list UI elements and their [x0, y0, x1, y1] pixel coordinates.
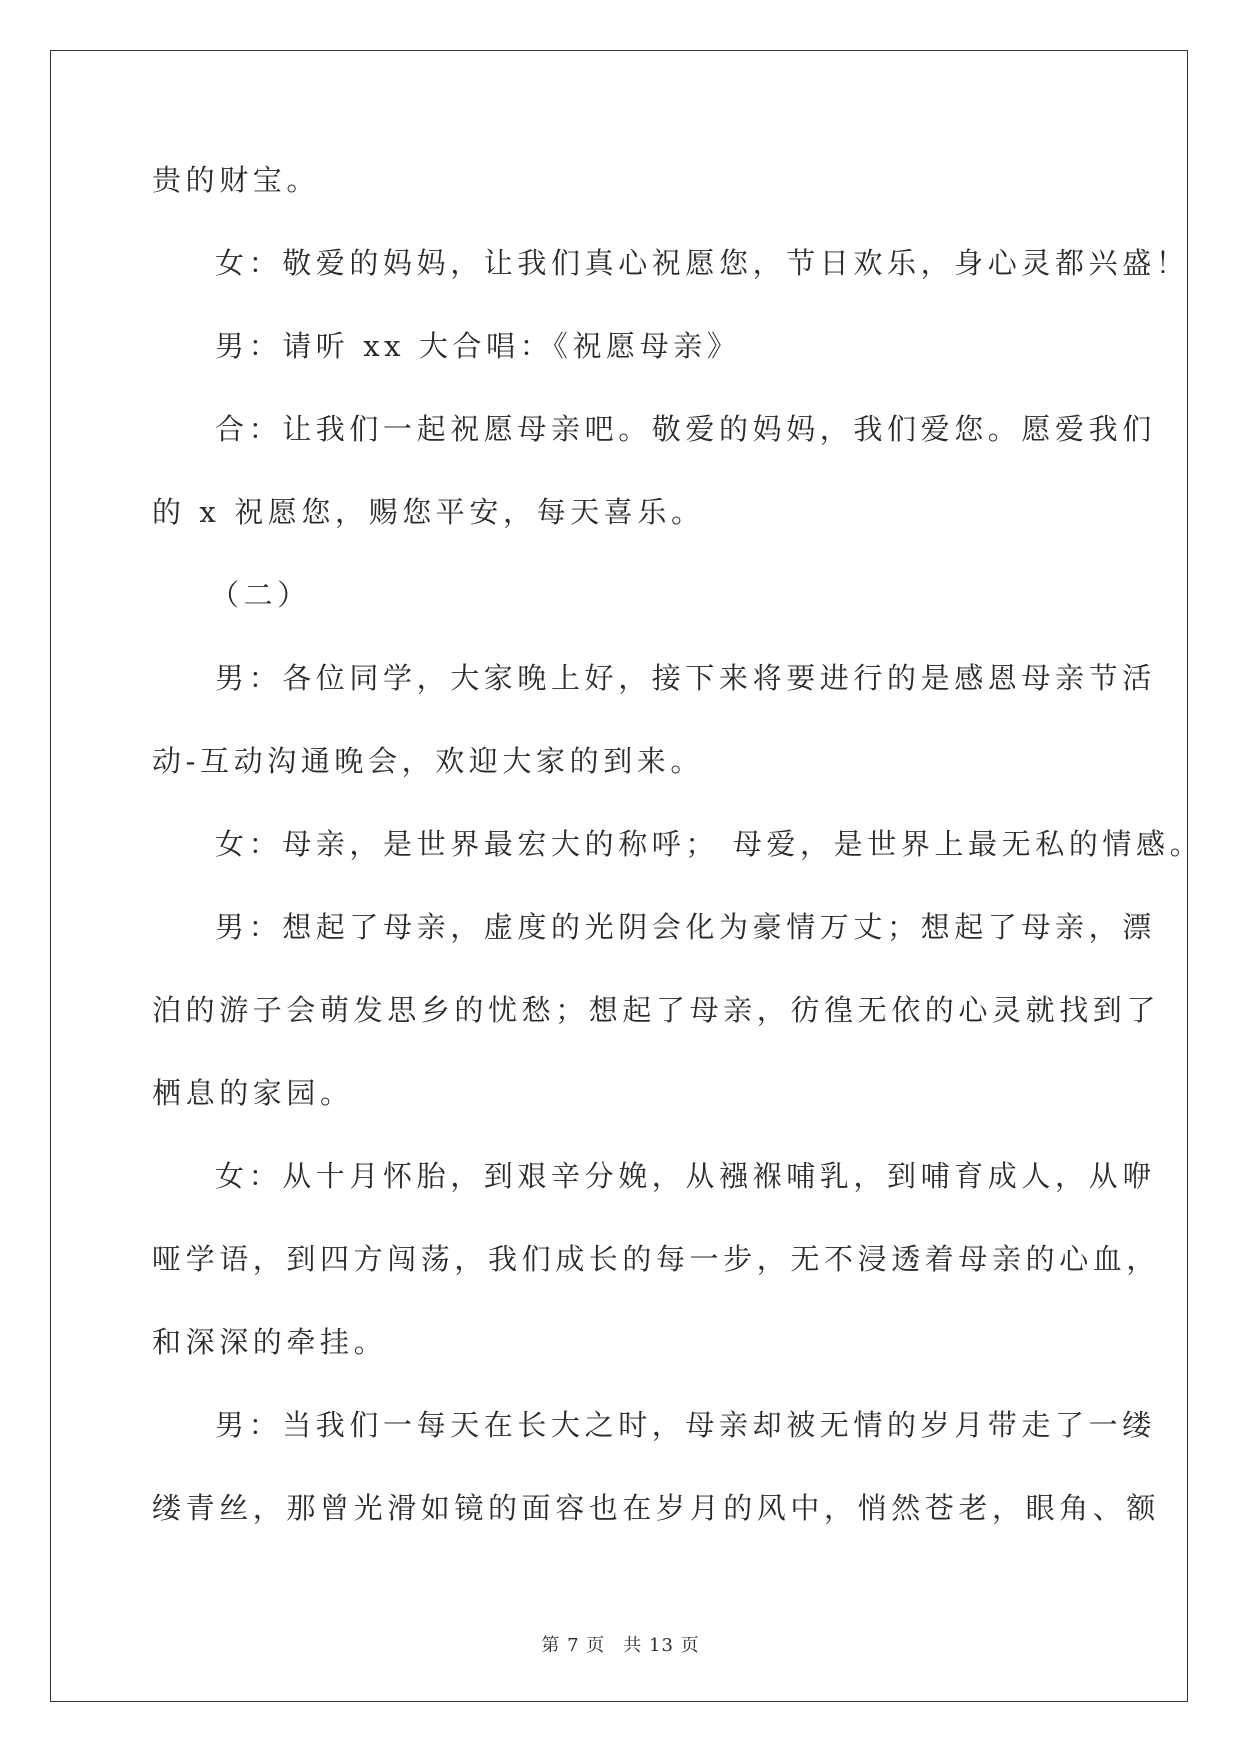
text-line: 贵的财宝。 [152, 163, 321, 197]
text-line: 缕青丝，那曾光滑如镜的面容也在岁月的风中，悄然苍老，眼角、额 [152, 1491, 1161, 1525]
page-footer [0, 1631, 1241, 1657]
text-line: 哑学语，到四方闯荡，我们成长的每一步，无不浸透着母亲的心血， [152, 1242, 1161, 1276]
text-line: 男：当我们一每天在长大之时，母亲却被无情的岁月带走了一缕 [215, 1408, 1156, 1442]
text-line: 和深深的牵挂。 [152, 1325, 388, 1359]
text-line: 女：从十月怀胎，到艰辛分娩，从襁褓哺乳，到哺育成人，从咿 [215, 1159, 1156, 1193]
text-line: 女：敬爱的妈妈，让我们真心祝愿您，节日欢乐，身心灵都兴盛！ [215, 246, 1190, 280]
text-line: 女：母亲，是世界最宏大的称呼； 母爱，是世界上最无私的情感。 [215, 827, 1204, 861]
section-heading: （二） [210, 578, 311, 612]
text-line: 泊的游子会萌发思乡的忧愁；想起了母亲，彷徨无依的心灵就找到了 [152, 993, 1161, 1027]
text-line: 栖息的家园。 [152, 1076, 354, 1110]
text-line: 的 x 祝愿您，赐您平安，每天喜乐。 [152, 495, 705, 529]
text-line: 动-互动沟通晚会，欢迎大家的到来。 [152, 744, 704, 778]
page-total: 共 13 页 [623, 1635, 700, 1656]
text-line: 男：想起了母亲，虚度的光阴会化为豪情万丈；想起了母亲，漂 [215, 910, 1156, 944]
document-body [152, 158, 1204, 1569]
text-line: 合：让我们一起祝愿母亲吧。敬爱的妈妈，我们爱您。愿爱我们 [215, 412, 1156, 446]
page-number: 第 7 页 [541, 1635, 606, 1656]
text-line: 男：请听 xx 大合唱：《祝愿母亲》 [215, 329, 741, 363]
text-line: 男：各位同学，大家晚上好，接下来将要进行的是感恩母亲节活 [215, 661, 1156, 695]
